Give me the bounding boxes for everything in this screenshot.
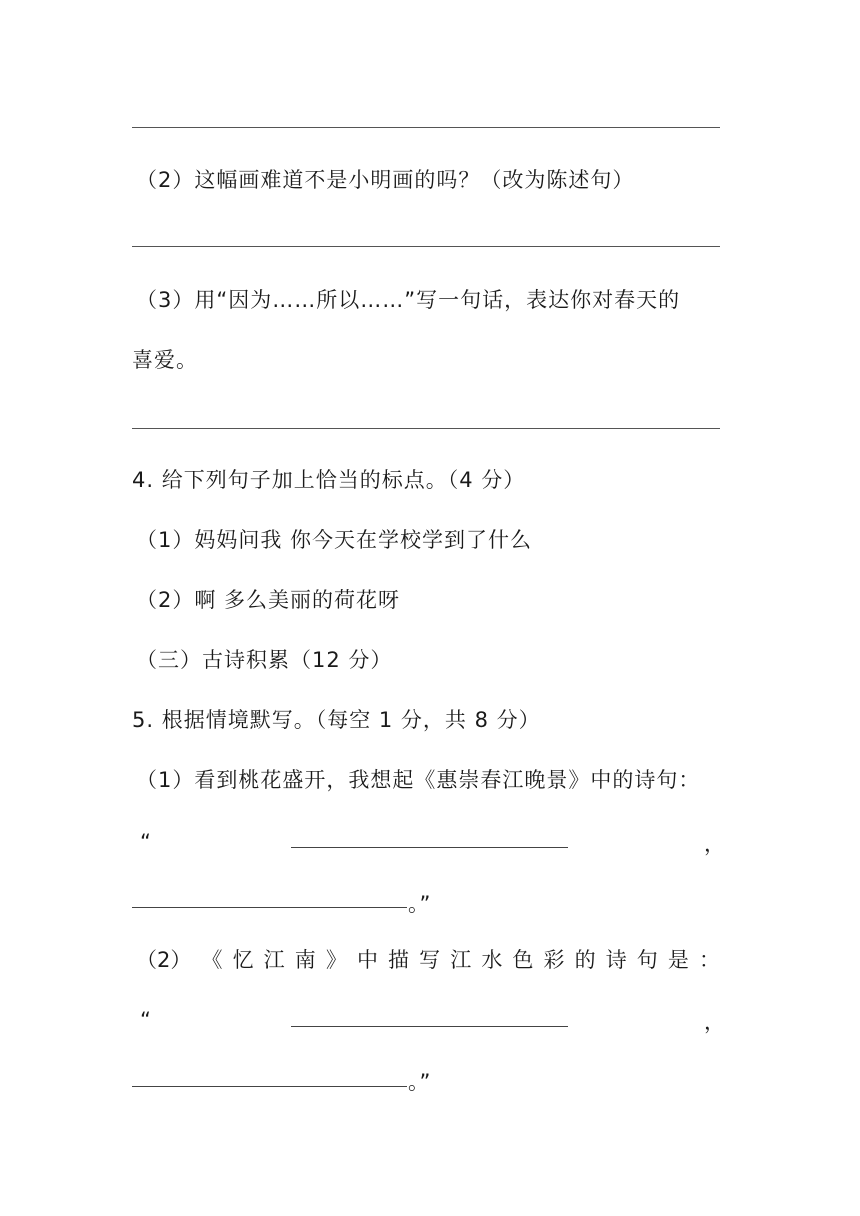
open-quote: “ <box>140 1008 151 1032</box>
question-3-sub-2: （2）这幅画难道不是小明画的吗？（改为陈述句） <box>136 168 635 192</box>
prompt-char: 句 <box>636 948 658 972</box>
prompt-char: 的 <box>574 948 596 972</box>
prompt-char: 诗 <box>605 948 627 972</box>
prompt-char: 忆 <box>232 948 254 972</box>
question-5-sub-2-prompt <box>136 946 720 974</box>
prompt-char: 中 <box>356 948 378 972</box>
poem-blank-1[interactable] <box>291 847 568 848</box>
prompt-char: 水 <box>481 948 503 972</box>
poem-blank-4[interactable] <box>132 1086 407 1087</box>
answer-line[interactable] <box>132 428 720 429</box>
close-quote: 。” <box>408 1070 432 1094</box>
close-quote: 。” <box>408 892 432 916</box>
open-quote: “ <box>140 830 151 854</box>
prompt-char: 色 <box>512 948 534 972</box>
question-4-heading: 4. 给下列句子加上恰当的标点。（4 分） <box>132 468 526 492</box>
prompt-char: 是 <box>667 948 689 972</box>
answer-line[interactable] <box>132 127 720 128</box>
prompt-char: 南 <box>294 948 316 972</box>
question-5-heading: 5. 根据情境默写。（每空 1 分，共 8 分） <box>132 708 541 732</box>
comma: ， <box>704 1010 725 1034</box>
question-3-sub-3-line-2: 喜爱。 <box>132 348 198 372</box>
prompt-char: 描 <box>388 948 410 972</box>
question-5-sub-1-prompt: （1）看到桃花盛开，我想起《惠崇春江晚景》中的诗句： <box>136 768 701 792</box>
prompt-char: 写 <box>419 948 441 972</box>
poem-blank-3[interactable] <box>291 1026 568 1027</box>
poem-blank-2[interactable] <box>132 907 407 908</box>
prompt-char: 江 <box>450 948 472 972</box>
question-4-sub-1: （1）妈妈问我 你今天在学校学到了什么 <box>136 528 533 552</box>
prompt-char: 彩 <box>543 948 565 972</box>
question-4-sub-2: （2）啊 多么美丽的荷花呀 <box>136 588 401 612</box>
comma: ， <box>704 832 725 856</box>
question-3-sub-3-line-1: （3）用“因为……所以……”写一句话，表达你对春天的 <box>136 288 681 312</box>
answer-line[interactable] <box>132 246 720 247</box>
prompt-char: 》 <box>325 948 347 972</box>
prompt-char: ： <box>698 948 720 972</box>
prompt-char: 《 <box>201 948 223 972</box>
section-3-heading: （三）古诗积累（12 分） <box>136 648 393 672</box>
prompt-char: 江 <box>263 948 285 972</box>
prompt-char: （2） <box>136 948 192 972</box>
